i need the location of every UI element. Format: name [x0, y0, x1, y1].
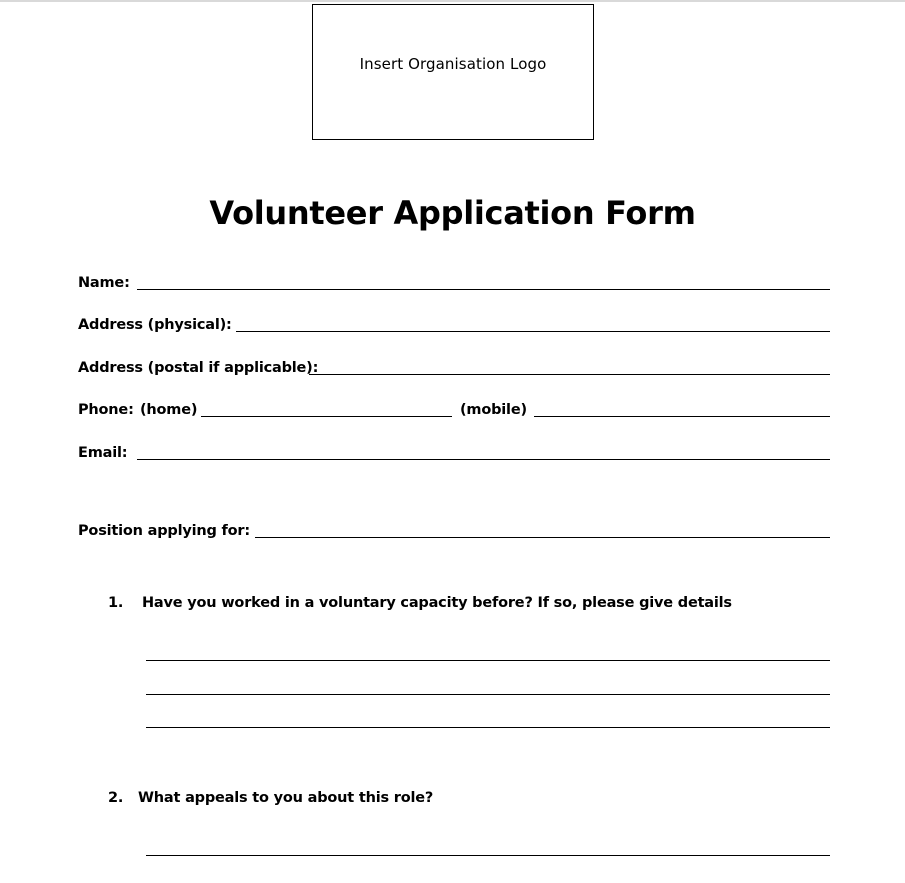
email-field[interactable]	[137, 459, 830, 460]
question-2-number: 2.	[108, 790, 124, 806]
question-1-answer-line[interactable]	[146, 727, 830, 728]
phone-label: Phone:	[78, 402, 134, 418]
phone-mobile-field[interactable]	[534, 416, 830, 417]
question-1-answer-line[interactable]	[146, 660, 830, 661]
question-2-answer-line[interactable]	[146, 855, 830, 856]
question-2-text: What appeals to you about this role?	[138, 790, 434, 806]
name-field[interactable]	[137, 289, 830, 290]
phone-home-label: (home)	[140, 402, 198, 418]
logo-placeholder-text: Insert Organisation Logo	[359, 55, 547, 73]
page-title: Volunteer Application Form	[209, 194, 696, 232]
top-divider	[0, 0, 905, 2]
position-field[interactable]	[255, 537, 830, 538]
email-label: Email:	[78, 445, 128, 461]
address-physical-field[interactable]	[236, 331, 830, 332]
question-1-text: Have you worked in a voluntary capacity before? If so, please give details	[142, 595, 732, 611]
question-1-answer-line[interactable]	[146, 694, 830, 695]
address-postal-field[interactable]	[309, 374, 830, 375]
phone-mobile-label: (mobile)	[460, 402, 527, 418]
logo-placeholder	[312, 4, 594, 140]
address-postal-label: Address (postal if applicable):	[78, 360, 319, 376]
position-label: Position applying for:	[78, 523, 250, 539]
address-physical-label: Address (physical):	[78, 317, 232, 333]
phone-home-field[interactable]	[201, 416, 452, 417]
name-label: Name:	[78, 275, 130, 291]
question-1-number: 1.	[108, 595, 124, 611]
